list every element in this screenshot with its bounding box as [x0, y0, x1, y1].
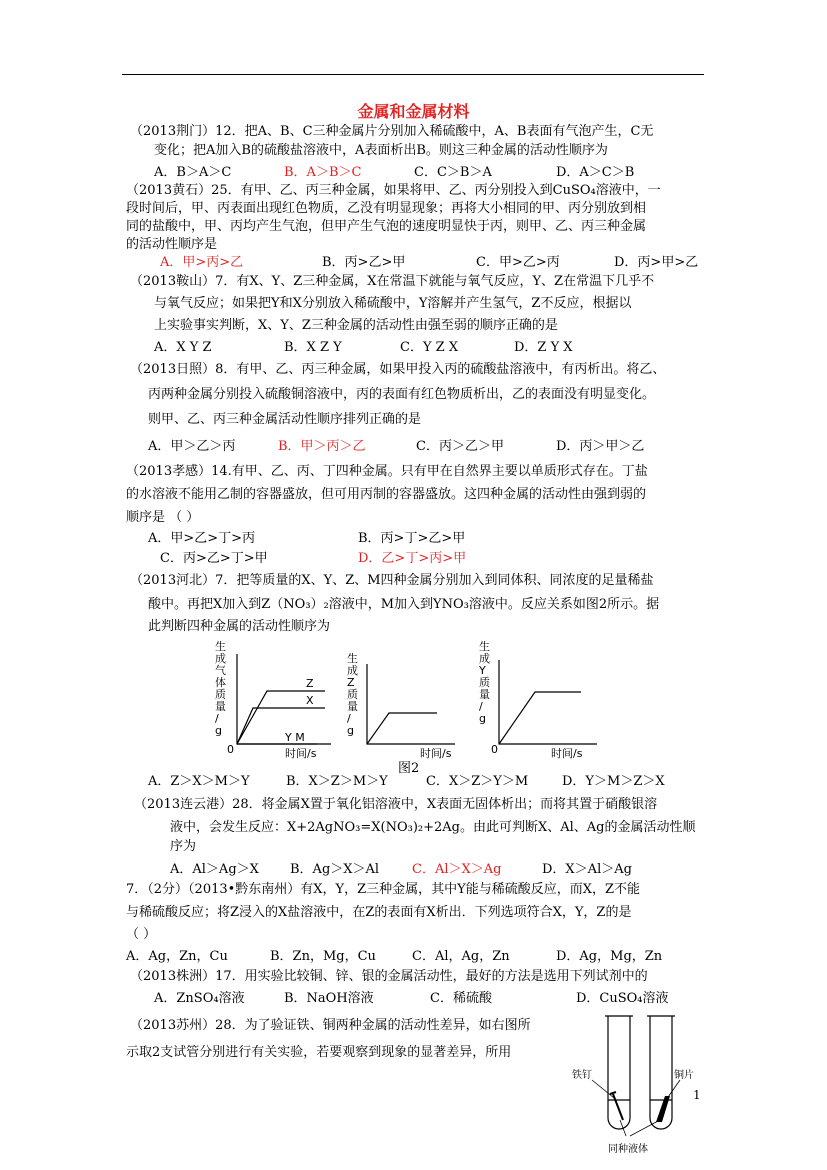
q2-line-1: （2013黄石）25．有甲、乙、丙三种金属，如果将甲、乙、丙分别投入到CuSO₄溶液中，一 — [126, 183, 661, 198]
q7-option-b: B．Ag＞X＞Al — [290, 862, 380, 877]
graph1-xlabel: 时间/s — [285, 747, 317, 760]
q8-line-2: 与稀硫酸反应；将Z浸入的X盐溶液中，在Z的表面有X析出．下列选项符合X，Y，Z的是 — [126, 905, 632, 920]
q7-line-1: （2013连云港）28．将金属X置于氧化铝溶液中，X表面无固体析出；而将其置于硝酸银溶 — [134, 797, 658, 812]
q9-option-a: A．ZnSO₄溶液 — [154, 991, 245, 1006]
q2-option-d: D．丙>甲>乙 — [614, 255, 699, 270]
graph1-ylabel-2: 成 — [215, 652, 226, 665]
q7-line-3: 序为 — [170, 839, 197, 854]
q3-option-a: A．X Y Z — [154, 340, 212, 355]
q3-line-3: 上实验事实判断，X、Y、Z三种金属的活动性由强至弱的顺序正确的是 — [154, 318, 558, 333]
graph1-ylabel-7: / — [215, 712, 219, 725]
graph1-ylabel-8: g — [215, 724, 222, 737]
q6-option-c: C．X＞Z＞Y＞M — [426, 774, 529, 789]
q4-option-d: D．丙＞甲＞乙 — [556, 439, 645, 454]
graph2-ylabel-6: / — [347, 712, 351, 725]
q8-line-1: 7．（2分）（2013•黔东南州）有X，Y，Z三种金属，其中Y能与稀硫酸反应，而X，Z不能 — [126, 882, 641, 897]
q3-option-b: B．X Z Y — [284, 340, 342, 355]
graph1-ylabel-1: 生 — [215, 640, 226, 653]
q4-line-3: 则甲、乙、丙三种金属活动性顺序排列正确的是 — [148, 412, 422, 427]
q8-option-a: A．Ag，Zn，Cu — [126, 949, 228, 964]
q5-option-a: A．甲>乙>丁>丙 — [148, 531, 256, 546]
q1-option-c: C．C＞B＞A — [414, 165, 492, 180]
graph3-ylabel-3: Y — [479, 664, 486, 677]
q7-option-c: C．Al＞X＞Ag — [412, 862, 502, 877]
graph3-curve — [499, 692, 581, 744]
graph1-label-ym: Y M — [285, 731, 305, 744]
tube-bottom-label: 同种液体 — [608, 1144, 648, 1155]
q6-option-a: A．Z＞X＞M＞Y — [148, 774, 250, 789]
graph3-ylabel-5: 量 — [479, 688, 490, 701]
q7-option-a: A．Al＞Ag＞X — [170, 862, 259, 877]
q2-option-b: B．丙>乙>甲 — [322, 255, 406, 270]
q4-option-c: C．丙＞乙＞甲 — [416, 439, 504, 454]
q7-line-2: 液中，会发生反应：X+2AgNO₃=X(NO₃)₂+2Ag。由此可判断X、Al、Ag的金属活动性顺 — [170, 820, 696, 835]
q5-option-d: D．乙>丁>丙>甲 — [358, 551, 467, 566]
graph2-ylabel-1: 生 — [347, 652, 358, 665]
q1-option-b: B．A＞B＞C — [284, 165, 362, 180]
q9-option-c: C．稀硫酸 — [430, 991, 492, 1006]
q2-option-a: A．甲>丙>乙 — [160, 255, 244, 270]
graph1-ylabel-4: 体 — [215, 676, 226, 689]
q9-line-1: （2013株洲）17．用实验比较铜、锌、银的金属活动性，最好的方法是选用下列试剂中的 — [130, 969, 648, 984]
page-title: 金属和金属材料 — [357, 102, 470, 121]
tube-left-label: 铁钉 — [572, 1070, 592, 1081]
graph2-curve — [367, 713, 437, 744]
q6-line-1: （2013河北）7．把等质量的X、Y、Z、M四种金属分别加入到同体积、同浓度的足量稀盐 — [130, 573, 654, 588]
q1-option-d: D．A＞C＞B — [556, 165, 635, 180]
graph2-ylabel-5: 量 — [347, 700, 358, 713]
q10-line-2: 示取2支试管分别进行有关实验，若要观察到现象的显著差异，所用 — [126, 1045, 512, 1060]
q6-option-b: B．X＞Z＞M＞Y — [286, 774, 388, 789]
graph2-xlabel: 时间/s — [420, 747, 452, 760]
page-number: 1 — [693, 1088, 701, 1102]
q8-option-b: B．Zn，Mg，Cu — [270, 949, 376, 964]
q1-line-1: （2013荆门）12．把A、B、C三种金属片分别加入稀硫酸中，A、B表面有气泡产生，C无 — [130, 124, 654, 139]
q5-line-1: （2013孝感）14.有甲、乙、丙、丁四种金属。只有甲在自然界主要以单质形式存在。丁盐 — [126, 464, 648, 479]
graph1-ylabel-6: 量 — [215, 700, 226, 713]
graph3-ylabel-4: 质 — [479, 676, 490, 689]
q3-line-1: （2013鞍山）7．有X、Y、Z三种金属，X在常温下就能与氧气反应，Y、Z在常温下几乎不 — [130, 274, 655, 289]
graph3-axes — [499, 660, 597, 744]
graph1-label-x: X — [306, 694, 314, 707]
graph3-ylabel-6: / — [479, 700, 483, 713]
tube-right-label: 铜片 — [674, 1070, 694, 1081]
q2-option-c: C．甲>乙>丙 — [476, 255, 560, 270]
q5-option-b: B．丙>丁>乙>甲 — [358, 531, 466, 546]
q3-option-c: C．Y Z X — [400, 340, 459, 355]
q5-line-2: 的水溶液不能用乙制的容器盛放，但可用丙制的容器盛放。这四种金属的活动性由强到弱的 — [126, 487, 647, 502]
q7-option-d: D．X＞Al＞Ag — [542, 862, 632, 877]
graph1-label-z: Z — [306, 677, 314, 690]
q9-option-b: B．NaOH溶液 — [284, 991, 374, 1006]
test-tubes-figure — [568, 1012, 698, 1162]
graph1-curve-x — [237, 708, 325, 744]
figure-caption: 图2 — [398, 761, 420, 776]
q4-line-1: （2013日照）8．有甲、乙、丙三种金属，如果甲投入丙的硫酸盐溶液中，有丙析出。将乙、 — [130, 362, 666, 377]
graph1-ylabel-5: 质 — [215, 688, 226, 701]
q5-option-c: C．丙>乙>丁>甲 — [160, 551, 268, 566]
graph3-xlabel: 时间/s — [551, 747, 583, 760]
q3-option-d: D．Z Y X — [514, 340, 573, 355]
graph2-ylabel-4: 质 — [347, 688, 358, 701]
q4-line-2: 丙两种金属分别投入硫酸铜溶液中，丙的表面有红色物质析出，乙的表面没有明显变化。 — [148, 387, 656, 402]
q9-option-d: D．CuSO₄溶液 — [576, 991, 669, 1006]
q2-line-3: 同的盐酸中，甲、丙均产生气泡，但甲产生气泡的速度明显快于丙，则甲、乙、丙三种金属 — [126, 219, 647, 234]
q2-line-2: 段时间后，甲、丙表面出现红色物质，乙没有明显现象；再将大小相同的甲、丙分别放到相 — [126, 201, 647, 216]
graph3-origin: 0 — [491, 743, 498, 756]
q1-line-2: 变化；把A加入B的硫酸盐溶液中，A表面析出B。则这三种金属的活动性顺序为 — [154, 143, 608, 158]
q8-option-c: C．Al，Ag，Zn — [412, 949, 510, 964]
graph2-ylabel-7: g — [347, 724, 354, 737]
q4-option-a: A．甲＞乙＞丙 — [148, 439, 236, 454]
reaction-graphs — [205, 636, 615, 764]
graph3-ylabel-1: 生 — [479, 640, 490, 653]
q8-option-d: D．Ag，Mg，Zn — [556, 949, 663, 964]
q10-line-1: （2013苏州）28．为了验证铁、铜两种金属的活动性差异，如右图所 — [130, 1018, 531, 1033]
header-rule — [122, 74, 704, 75]
graph1-origin: 0 — [227, 743, 234, 756]
graph3-ylabel-7: g — [479, 712, 486, 725]
graph1-ylabel-3: 气 — [215, 664, 226, 677]
q2-line-4: 的活动性顺序是 — [126, 237, 218, 252]
q3-line-2: 与氧气反应；如果把Y和X分别放入稀硫酸中，Y溶解并产生氢气，Z不反应，根据以 — [154, 296, 632, 311]
q8-line-3: （ ） — [126, 927, 157, 942]
graph2-axes — [367, 664, 455, 744]
graph2-ylabel-3: Z — [347, 676, 355, 689]
graph2-ylabel-2: 成 — [347, 664, 358, 677]
q6-line-2: 酸中。再把X加入到Z（NO₃）₂溶液中，M加入到YNO₃溶液中。反应关系如图2所示。据 — [148, 597, 660, 612]
graph3-ylabel-2: 成 — [479, 652, 490, 665]
q6-line-3: 此判断四种金属的活动性顺序为 — [148, 619, 331, 634]
q1-option-a: A．B＞A＞C — [154, 165, 232, 180]
q4-option-b: B．甲＞丙＞乙 — [278, 439, 366, 454]
q5-line-3: 顺序是 （ ） — [126, 510, 200, 525]
q6-option-d: D．Y＞M＞Z＞X — [562, 774, 665, 789]
graph1-axes — [237, 654, 331, 744]
